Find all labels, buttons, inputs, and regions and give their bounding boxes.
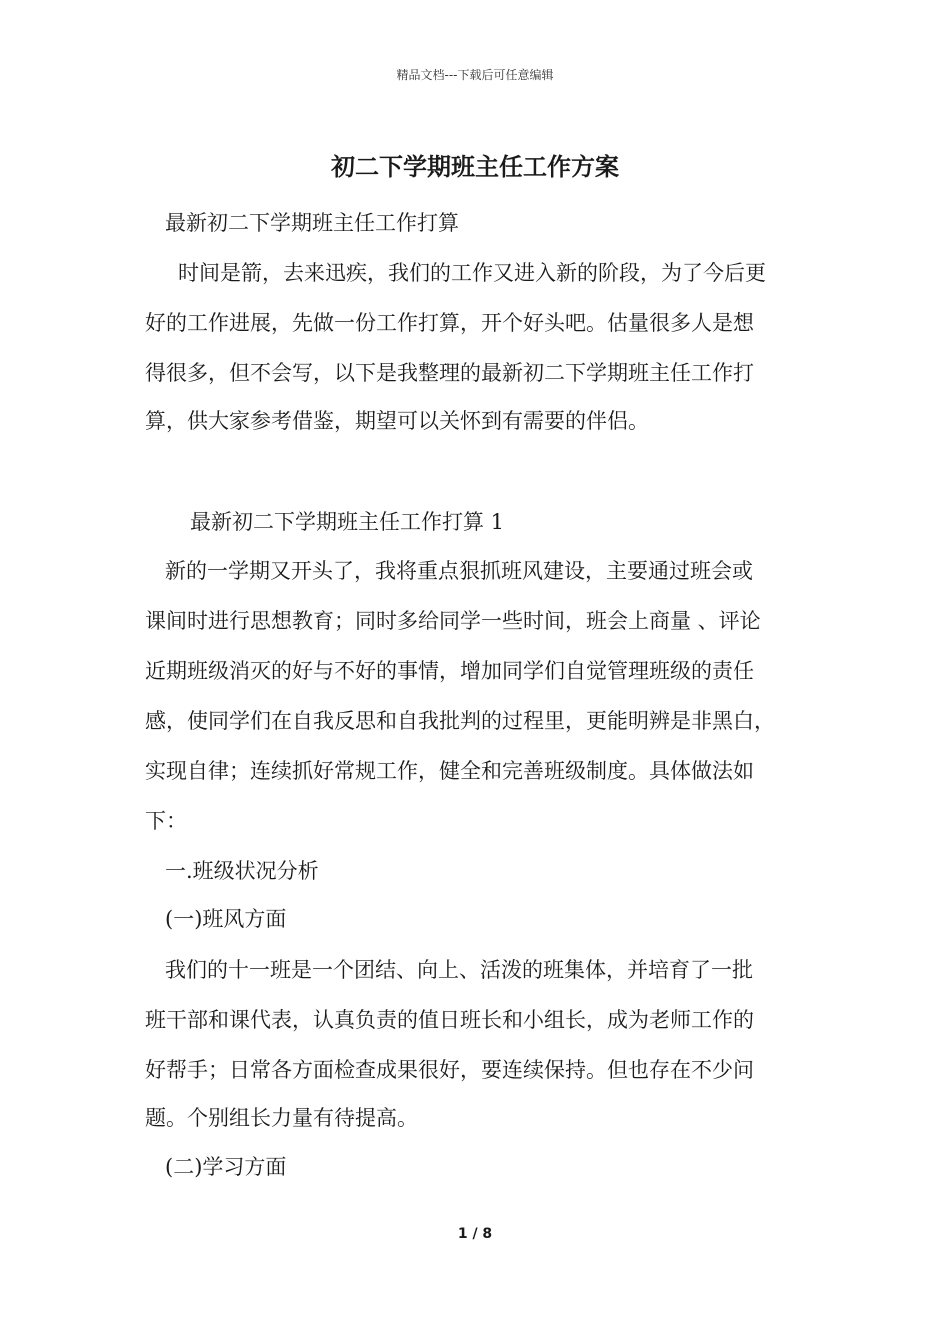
body-line: 好帮手；日常各方面检查成果很好，要连续保持。但也存在不少问 <box>145 1058 754 1082</box>
section-heading: 最新初二下学期班主任工作打算 1 <box>190 510 505 534</box>
document-title: 初二下学期班主任工作方案 <box>331 152 619 181</box>
body-line: 题。个别组长力量有待提高。 <box>145 1106 418 1130</box>
body-line: 下： <box>145 809 187 833</box>
page-number: 1 / 8 <box>457 1226 493 1242</box>
body-line: 算，供大家参考借鉴，期望可以关怀到有需要的伴侣。 <box>145 409 649 433</box>
subtitle-line: 最新初二下学期班主任工作打算 <box>165 211 459 235</box>
body-line: 实现自律；连续抓好常规工作，健全和完善班级制度。具体做法如 <box>145 759 754 783</box>
body-line: 我们的十一班是一个团结、向上、活泼的班集体，并培育了一批 <box>165 958 753 982</box>
body-line: 班干部和课代表，认真负责的值日班长和小组长，成为老师工作的 <box>145 1008 754 1032</box>
body-line: 得很多，但不会写，以下是我整理的最新初二下学期班主任工作打 <box>145 361 754 385</box>
body-line: 感，使同学们在自我反思和自我批判的过程里，更能明辨是非黑白， <box>145 709 775 733</box>
body-line: 课间时进行思想教育；同时多给同学一些时间，班会上商量 、评论 <box>145 609 761 633</box>
subsection-heading: (一)班风方面 <box>165 907 287 931</box>
subsection-heading: (二)学习方面 <box>165 1155 287 1179</box>
body-line: 近期班级消灭的好与不好的事情，增加同学们自觉管理班级的责任 <box>145 659 754 683</box>
header-note: 精品文档---下载后可任意编辑 <box>396 68 554 82</box>
body-line: 时间是箭，去来迅疾，我们的工作又进入新的阶段，为了今后更 <box>178 261 766 285</box>
section-heading: 一.班级状况分析 <box>165 859 319 883</box>
body-line: 好的工作进展，先做一份工作打算，开个好头吧。估量很多人是想 <box>145 311 754 335</box>
body-line: 新的一学期又开头了，我将重点狠抓班风建设，主要通过班会或 <box>165 559 753 583</box>
